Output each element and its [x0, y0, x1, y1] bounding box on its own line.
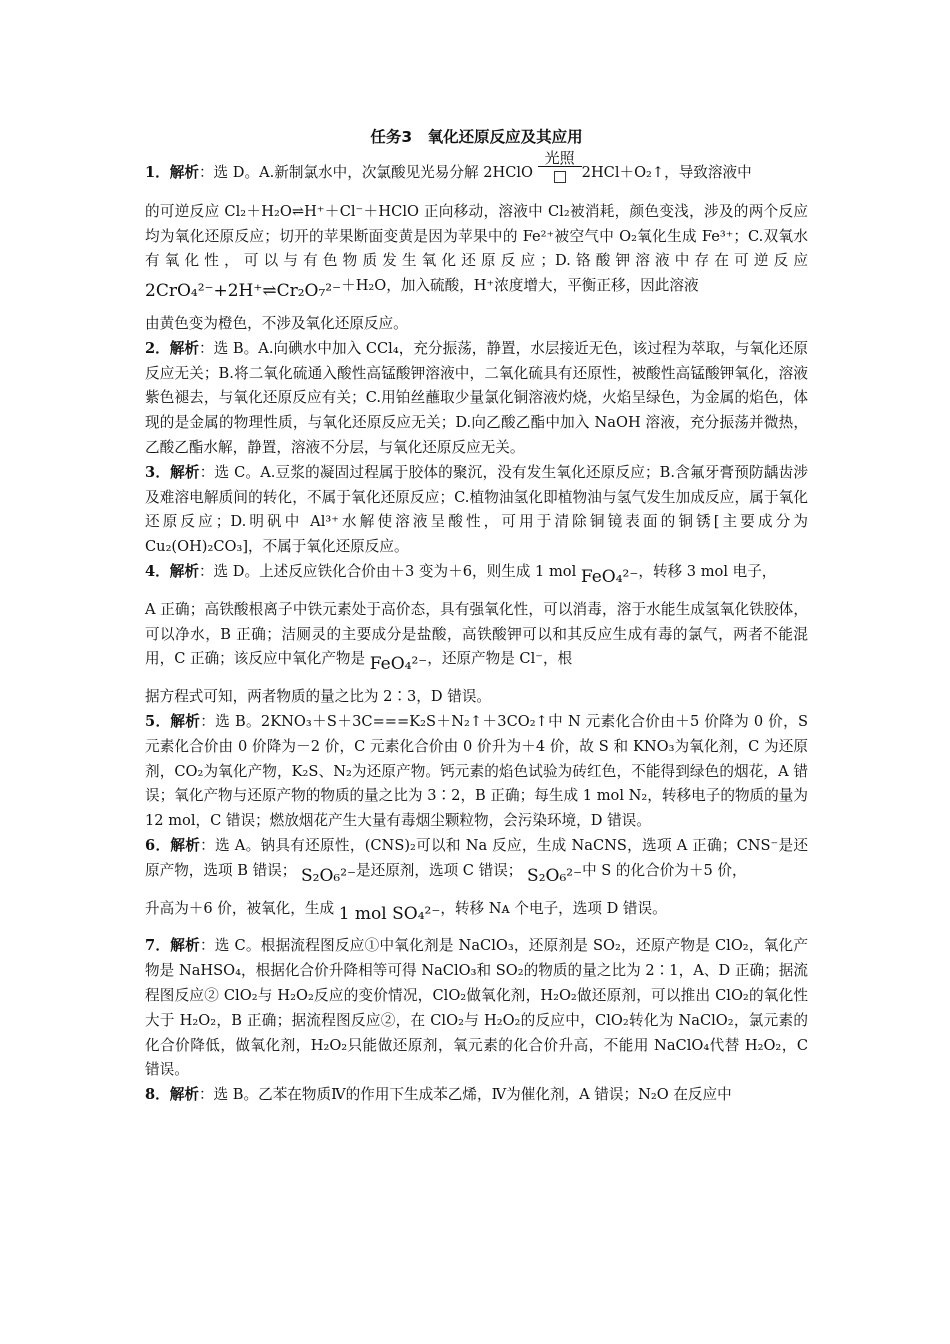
- answer-text: ：选 C。A.豆浆的凝固过程属于胶体的聚沉，没有发生氧化还原反应；B.含氟牙膏预防龋齿涉及难溶电解质间的转化，不属于氧化还原反应；C.植物油氢化即植物油与氢气发生加成反应，属于氧化还原反应；D.明矾中 Al³⁺水解使溶液呈酸性，可用于清除铜镜表面的铜锈[主要成分为 Cu₂(OH)₂CO₃]，不属于氧化还原反应。: [145, 463, 808, 556]
- analysis-label: 解析: [170, 712, 201, 730]
- chem-formula: 1 mol SO₄²⁻: [338, 903, 441, 924]
- answer-5: [145, 710, 808, 834]
- question-number: 8．: [145, 1086, 170, 1104]
- analysis-label: 解析: [170, 937, 200, 955]
- analysis-label: 解析: [169, 1086, 199, 1104]
- answer-text: ，转移 3 mol 电子，: [638, 562, 777, 580]
- question-number: 1．: [145, 164, 170, 181]
- question-number: 5．: [145, 712, 171, 730]
- placeholder-box-icon: [554, 171, 566, 183]
- answer-page: [145, 124, 808, 1108]
- analysis-label: 解析: [169, 339, 200, 357]
- analysis-label: 解析: [170, 463, 200, 481]
- analysis-label: 解析: [169, 164, 199, 181]
- question-number: 6．: [145, 836, 171, 854]
- chem-formula: S₂O₆²⁻: [527, 865, 583, 886]
- answer-text: ：选 D。A.新制氯水中，次氯酸见光易分解 2HClO: [198, 164, 534, 181]
- answer-text: ：选 B。乙苯在物质Ⅳ的作用下生成苯乙烯，Ⅳ为催化剂，A 错误；N₂O 在反应中: [198, 1086, 732, 1104]
- answer-8: [145, 1083, 808, 1108]
- question-number: 7．: [145, 937, 171, 955]
- answer-4: [145, 560, 808, 710]
- question-number: 2．: [145, 339, 170, 357]
- answer-text: A 正确；高铁酸根离子中铁元素处于高价态，具有强氧化性，可以消毒，溶于水能生成氢氧化铁胶体，可以净水，B 正确；洁厕灵的主要成分是盐酸，高铁酸钾可以和其反应生成有毒的氯气，两者不能混用，C 正确；该反应中氧化产物是: [145, 600, 808, 668]
- chem-formula: 2CrO₄²⁻+2H⁺⇌Cr₂O₇²⁻: [145, 281, 342, 302]
- answer-text: ：选 A。钠具有还原性，(CNS)₂可以和 Na 反应，生成 NaCNS，选项 A 正确；CNS⁻是还原产物，选项 B 错误；: [145, 836, 808, 879]
- answer-2: [145, 337, 808, 461]
- question-number: 3．: [145, 463, 171, 481]
- question-number: 4．: [145, 562, 170, 580]
- answer-text: 2HCl＋O₂↑，导致溶液中: [581, 164, 752, 181]
- reaction-condition-arrow: [538, 150, 582, 192]
- chem-formula: FeO₄²⁻: [580, 566, 639, 587]
- answer-1: [145, 150, 808, 337]
- answer-text: ：选 B。2KNO₃＋S＋3C===K₂S＋N₂↑＋3CO₂↑中 N 元素化合价由＋5 价降为 0 价，S 元素化合价由 0 价降为－2 价，C 元素化合价由 0 价升为＋4 价，故 S 和 KNO₃为氧化剂，C 为还原剂，CO₂为氧化产物，K₂S、N₂为还原产物。钙元素的焰色试验为砖红色，不能得到绿色的烟花，A 错误；氧化产物与还原产物的物质的量之比为 3∶2，B 正确；每生成 1 mol N₂，转移电子的物质的量为 12 mol，C 错误；燃放烟花产生大量有毒烟尘颗粒物，会污染环境，D 错误。: [145, 712, 808, 830]
- answer-7: [145, 934, 808, 1083]
- answer-text: 中 S 的化合价为＋5 价，: [582, 861, 747, 879]
- answer-3: [145, 461, 808, 560]
- answer-text: 的可逆反应 Cl₂＋H₂O⇌H⁺＋Cl⁻＋HClO 正向移动，溶液中 Cl₂被消耗，颜色变浅，涉及的两个反应均为氧化还原反应；切开的苹果断面变黄是因为苹果中的 Fe²⁺被空气中 O₂氧化生成 Fe³⁺；C.双氧水有氧化性，可以与有色物质发生氧化还原反应；D.铬酸钾溶液中存在可逆反应: [145, 202, 808, 270]
- answer-text: ，还原产物是 Cl⁻，根: [427, 650, 573, 668]
- answer-text: 据方程式可知，两者物质的量之比为 2∶3，D 错误。: [145, 688, 492, 706]
- condition-label: 光照: [538, 150, 582, 167]
- analysis-label: 解析: [170, 836, 201, 854]
- page-title: 任务3 氧化还原反应及其应用: [370, 128, 583, 146]
- answer-text: ＋H₂O，加入硫酸，H⁺浓度增大，平衡正移，因此溶液: [341, 277, 699, 295]
- answer-text: 由黄色变为橙色，不涉及氧化还原反应。: [145, 314, 408, 332]
- answer-text: 是还原剂，选项 C 错误；: [356, 861, 523, 879]
- answer-text: ，转移 Nᴀ 个电子，选项 D 错误。: [440, 899, 667, 917]
- answer-text: ：选 D。上述反应铁化合价由＋3 变为＋6，则生成 1 mol: [198, 562, 577, 580]
- answer-text: 升高为＋6 价，被氧化，生成: [145, 899, 335, 917]
- chem-formula: FeO₄²⁻: [369, 654, 428, 675]
- answer-text: ：选 C。根据流程图反应①中氧化剂是 NaClO₃，还原剂是 SO₂，还原产物是 ClO₂，氧化产物是 NaHSO₄，根据化合价升降相等可得 NaClO₃和 SO₂的物质的量之比为 2∶1，A、D 正确；据流程图反应② ClO₂与 H₂O₂反应的变价情况，ClO₂做氧化剂，H₂O₂做还原剂，可以推出 ClO₂的氧化性大于 H₂O₂，B 正确；据流程图反应②，在 ClO₂与 H₂O₂的反应中，ClO₂转化为 NaClO₂，氯元素的化合价降低，做氧化剂，H₂O₂只能做还原剂，氧元素的化合价升高，不能用 NaClO₄代替 H₂O₂，C 错误。: [145, 937, 808, 1079]
- answer-text: ：选 B。A.向碘水中加入 CCl₄，充分振荡，静置，水层接近无色，该过程为萃取，与氧化还原反应无关；B.将二氧化硫通入酸性高锰酸钾溶液中，二氧化硫具有还原性，被酸性高锰酸钾氧化，溶液紫色褪去，与氧化还原反应有关；C.用铂丝蘸取少量氯化铜溶液灼烧，火焰呈绿色，为金属的焰色，体现的是金属的物理性质，与氧化还原反应无关；D.向乙酸乙酯中加入 NaOH 溶液，充分振荡并微热，乙酸乙酯水解，静置，溶液不分层，与氧化还原反应无关。: [145, 339, 808, 456]
- answer-6: [145, 834, 808, 934]
- chem-formula: S₂O₆²⁻: [301, 865, 357, 886]
- analysis-label: 解析: [169, 562, 199, 580]
